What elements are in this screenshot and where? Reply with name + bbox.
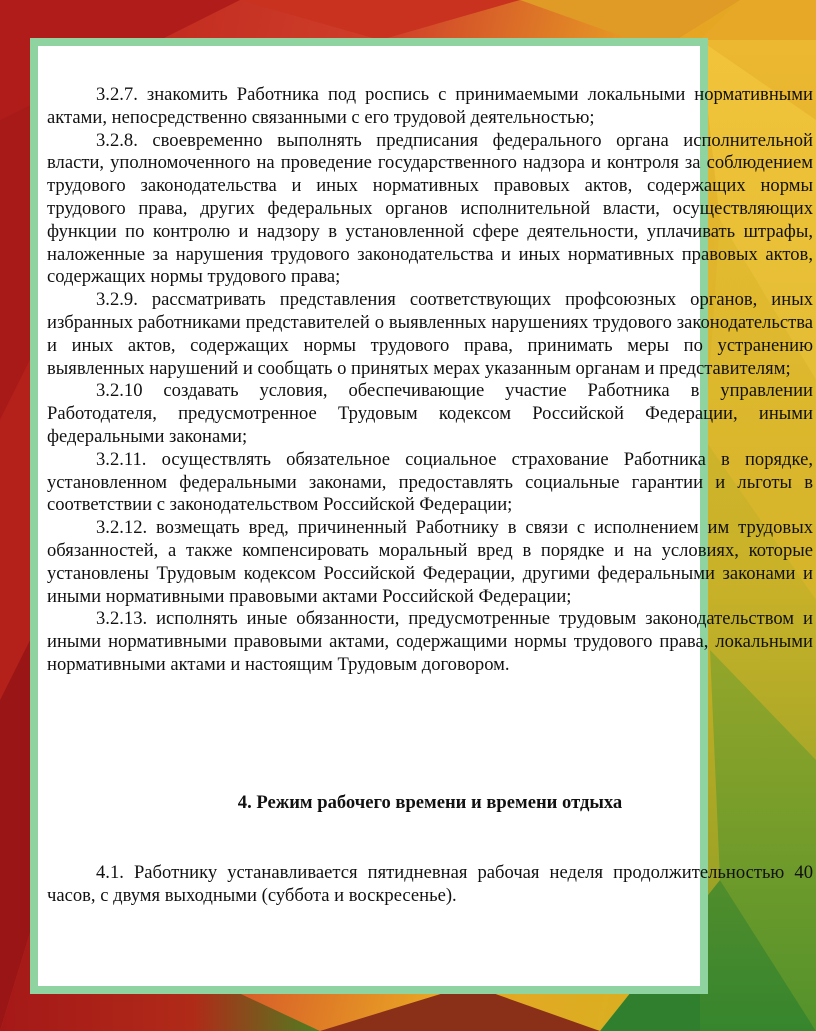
paragraph-3-2-7: 3.2.7. знакомить Работника под роспись с принимаемыми локальными нормативными актами, непосредственно связанными с его трудовой деятельностью; <box>47 84 813 128</box>
section-heading: 4. Режим рабочего времени и времени отдыха <box>237 792 623 813</box>
paragraph-3-2-8: 3.2.8. своевременно выполнять предписания федерального органа исполнительной власти, уполномоченного на проведение государственного надзора и контроля за соблюдением трудового законодательства и иных нормативных правовых актов, содержащих нормы трудового права, других федеральных органов исполнительной власти, осуществляющих функции по контролю и надзору в установленной сфере деятельности, уплачивать штрафы, наложенные за нарушения трудового законодательства и иных нормативных правовых актов, содержащих нормы трудового права; <box>47 129 813 288</box>
paragraph-3-2-13: 3.2.13. исполнять иные обязанности, предусмотренные трудовым законодательством и иными нормативными правовыми актами, содержащими нормы трудового права, локальными нормативными актами и настоящим Трудовым договором. <box>47 608 813 675</box>
section-4-body <box>47 862 813 908</box>
paragraph-3-2-12: 3.2.12. возмещать вред, причиненный Работнику в связи с исполнением им трудовых обязанностей, а также компенсировать моральный вред в порядке и на условиях, которые установлены Трудовым кодексом Российской Федерации, другими федеральными законами и иными нормативными правовыми актами Российской Федерации; <box>47 517 813 607</box>
paragraph-3-2-9: 3.2.9. рассматривать представления соответствующих профсоюзных органов, иных избранных работниками представителей о выявленных нарушениях трудового законодательства и иных актов, содержащих нормы трудового права, принимать меры по устранению выявленных нарушений и сообщать о принятых мерах указанным органам и представителям; <box>47 289 813 379</box>
paragraph-3-2-10: 3.2.10 создавать условия, обеспечивающие участие Работника в управлении Работодателя, предусмотренное Трудовым кодексом Российской Федерации, иными федеральными законами; <box>47 380 813 447</box>
paragraph-4-1: 4.1. Работнику устанавливается пятидневная рабочая неделя продолжительностью 40 часов, с двумя выходными (суббота и воскресенье). <box>47 862 813 906</box>
document-body <box>47 84 813 677</box>
paragraph-3-2-11: 3.2.11. осуществлять обязательное социальное страхование Работника в порядке, установленном федеральными законами, предоставлять социальные гарантии и льготы в соответствии с законодательством Российской Федерации; <box>47 448 813 516</box>
